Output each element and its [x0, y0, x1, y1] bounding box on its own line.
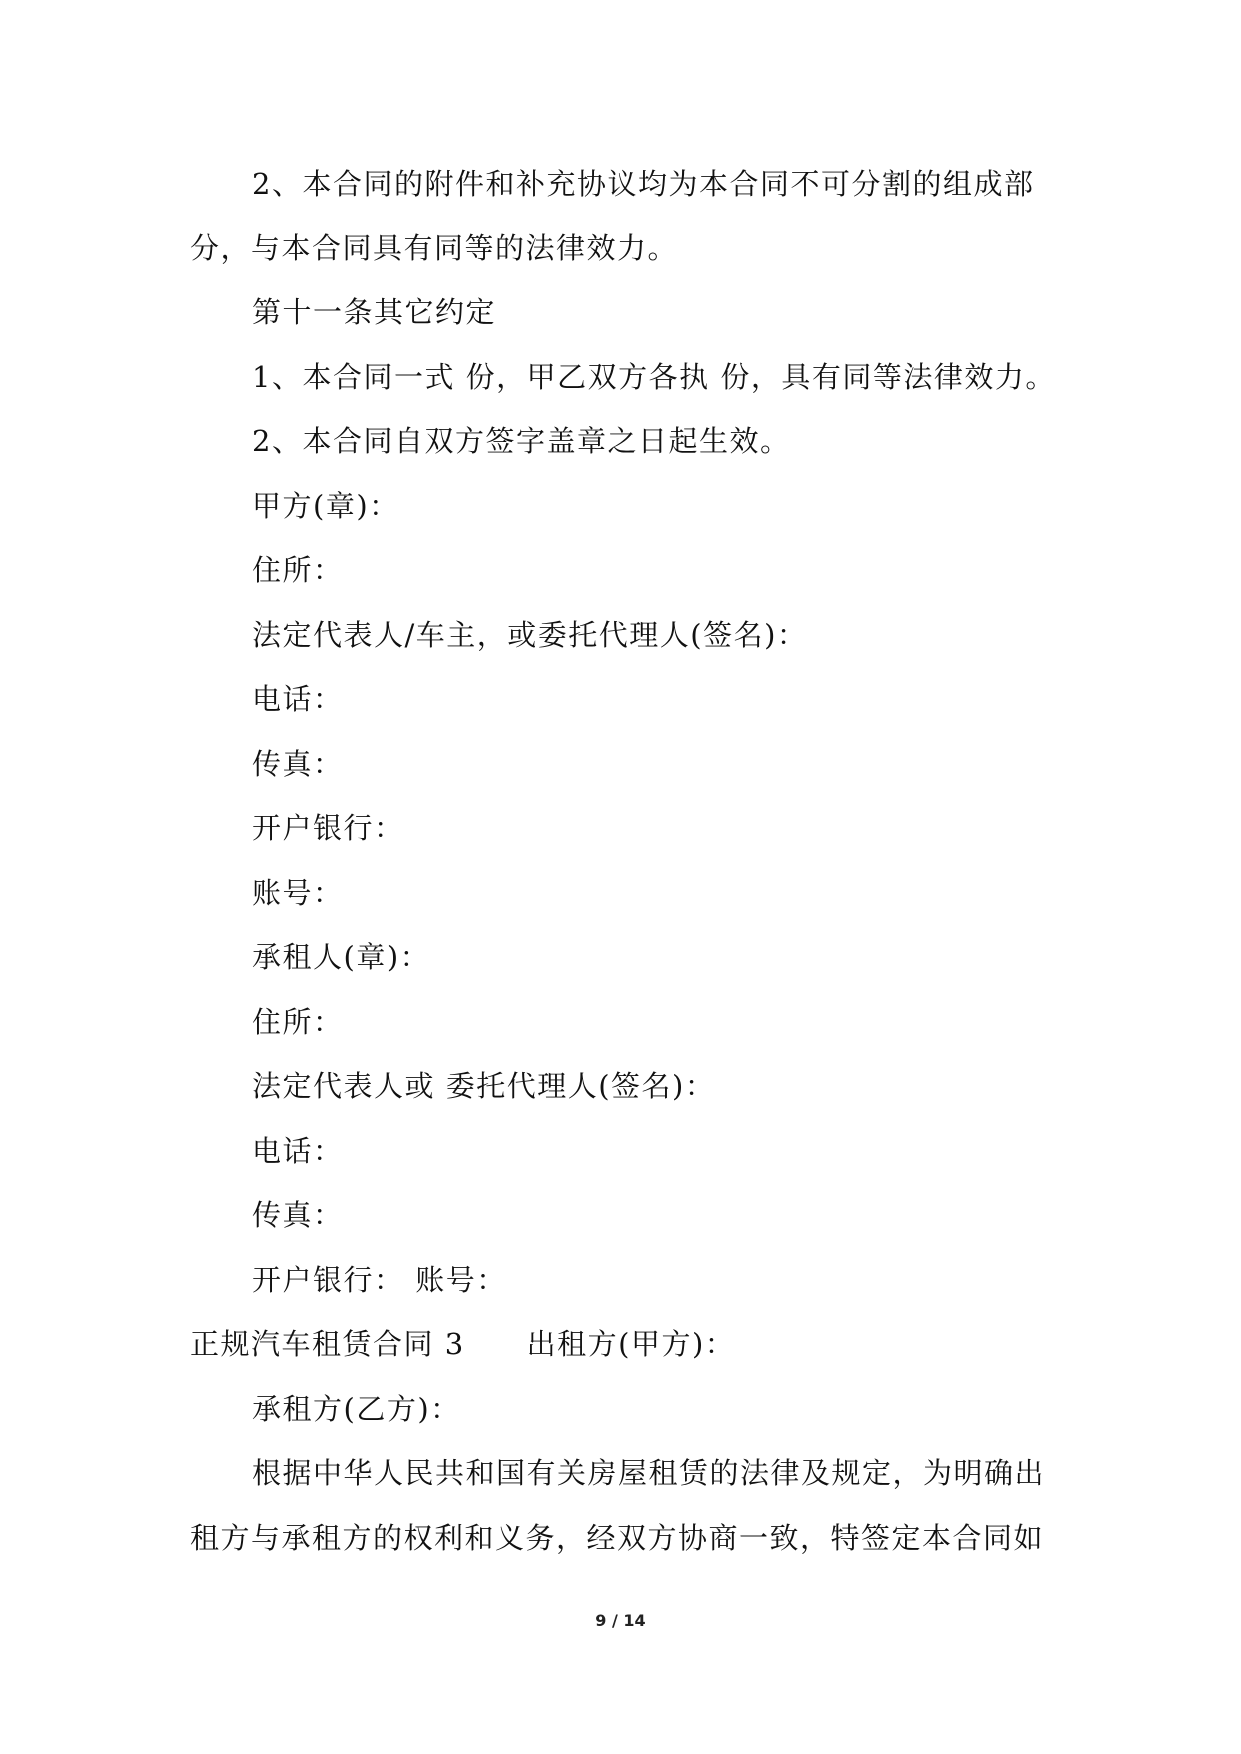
lessee-representative: 法定代表人或 委托代理人(签名)： [252, 1069, 716, 1103]
clause-line: 2、本合同的附件和补充协议均为本合同不可分割的组成部 [252, 167, 1035, 201]
party-a-seal: 甲方(章)： [252, 489, 400, 523]
lessee-fax: 传真： [252, 1198, 344, 1232]
paragraph-line: 根据中华人民共和国有关房屋租赁的法律及规定，为明确出 [252, 1456, 1046, 1490]
lessee-label: 承租方(乙方)： [252, 1392, 461, 1426]
page-number: 9 / 14 [595, 1611, 646, 1630]
party-a-account: 账号： [252, 876, 344, 910]
clause-line: 2、本合同自双方签字盖章之日起生效。 [252, 424, 791, 458]
lessee-seal: 承租人(章)： [252, 940, 431, 974]
party-a-phone: 电话： [252, 682, 344, 716]
lessor-label: 出租方(甲方)： [526, 1327, 736, 1361]
lessee-bank-account: 开户银行： 账号： [252, 1263, 507, 1297]
paragraph-line: 租方与承租方的权利和义务，经双方协商一致，特签定本合同如 [190, 1521, 1045, 1555]
contract-title: 正规汽车租赁合同 3 [190, 1327, 465, 1361]
party-a-bank: 开户银行： [252, 811, 405, 845]
clause-line: 1、本合同一式 份，甲乙双方各执 份，具有同等法律效力。 [252, 360, 1056, 394]
section-heading: 第十一条其它约定 [252, 295, 497, 329]
clause-line: 分，与本合同具有同等的法律效力。 [190, 231, 679, 265]
party-a-representative: 法定代表人/车主，或委托代理人(签名)： [252, 618, 808, 652]
contract-heading [190, 1324, 735, 1364]
lessee-address: 住所： [252, 1005, 344, 1039]
party-a-address: 住所： [252, 553, 344, 587]
lessee-phone: 电话： [252, 1134, 344, 1168]
party-a-fax: 传真： [252, 747, 344, 781]
